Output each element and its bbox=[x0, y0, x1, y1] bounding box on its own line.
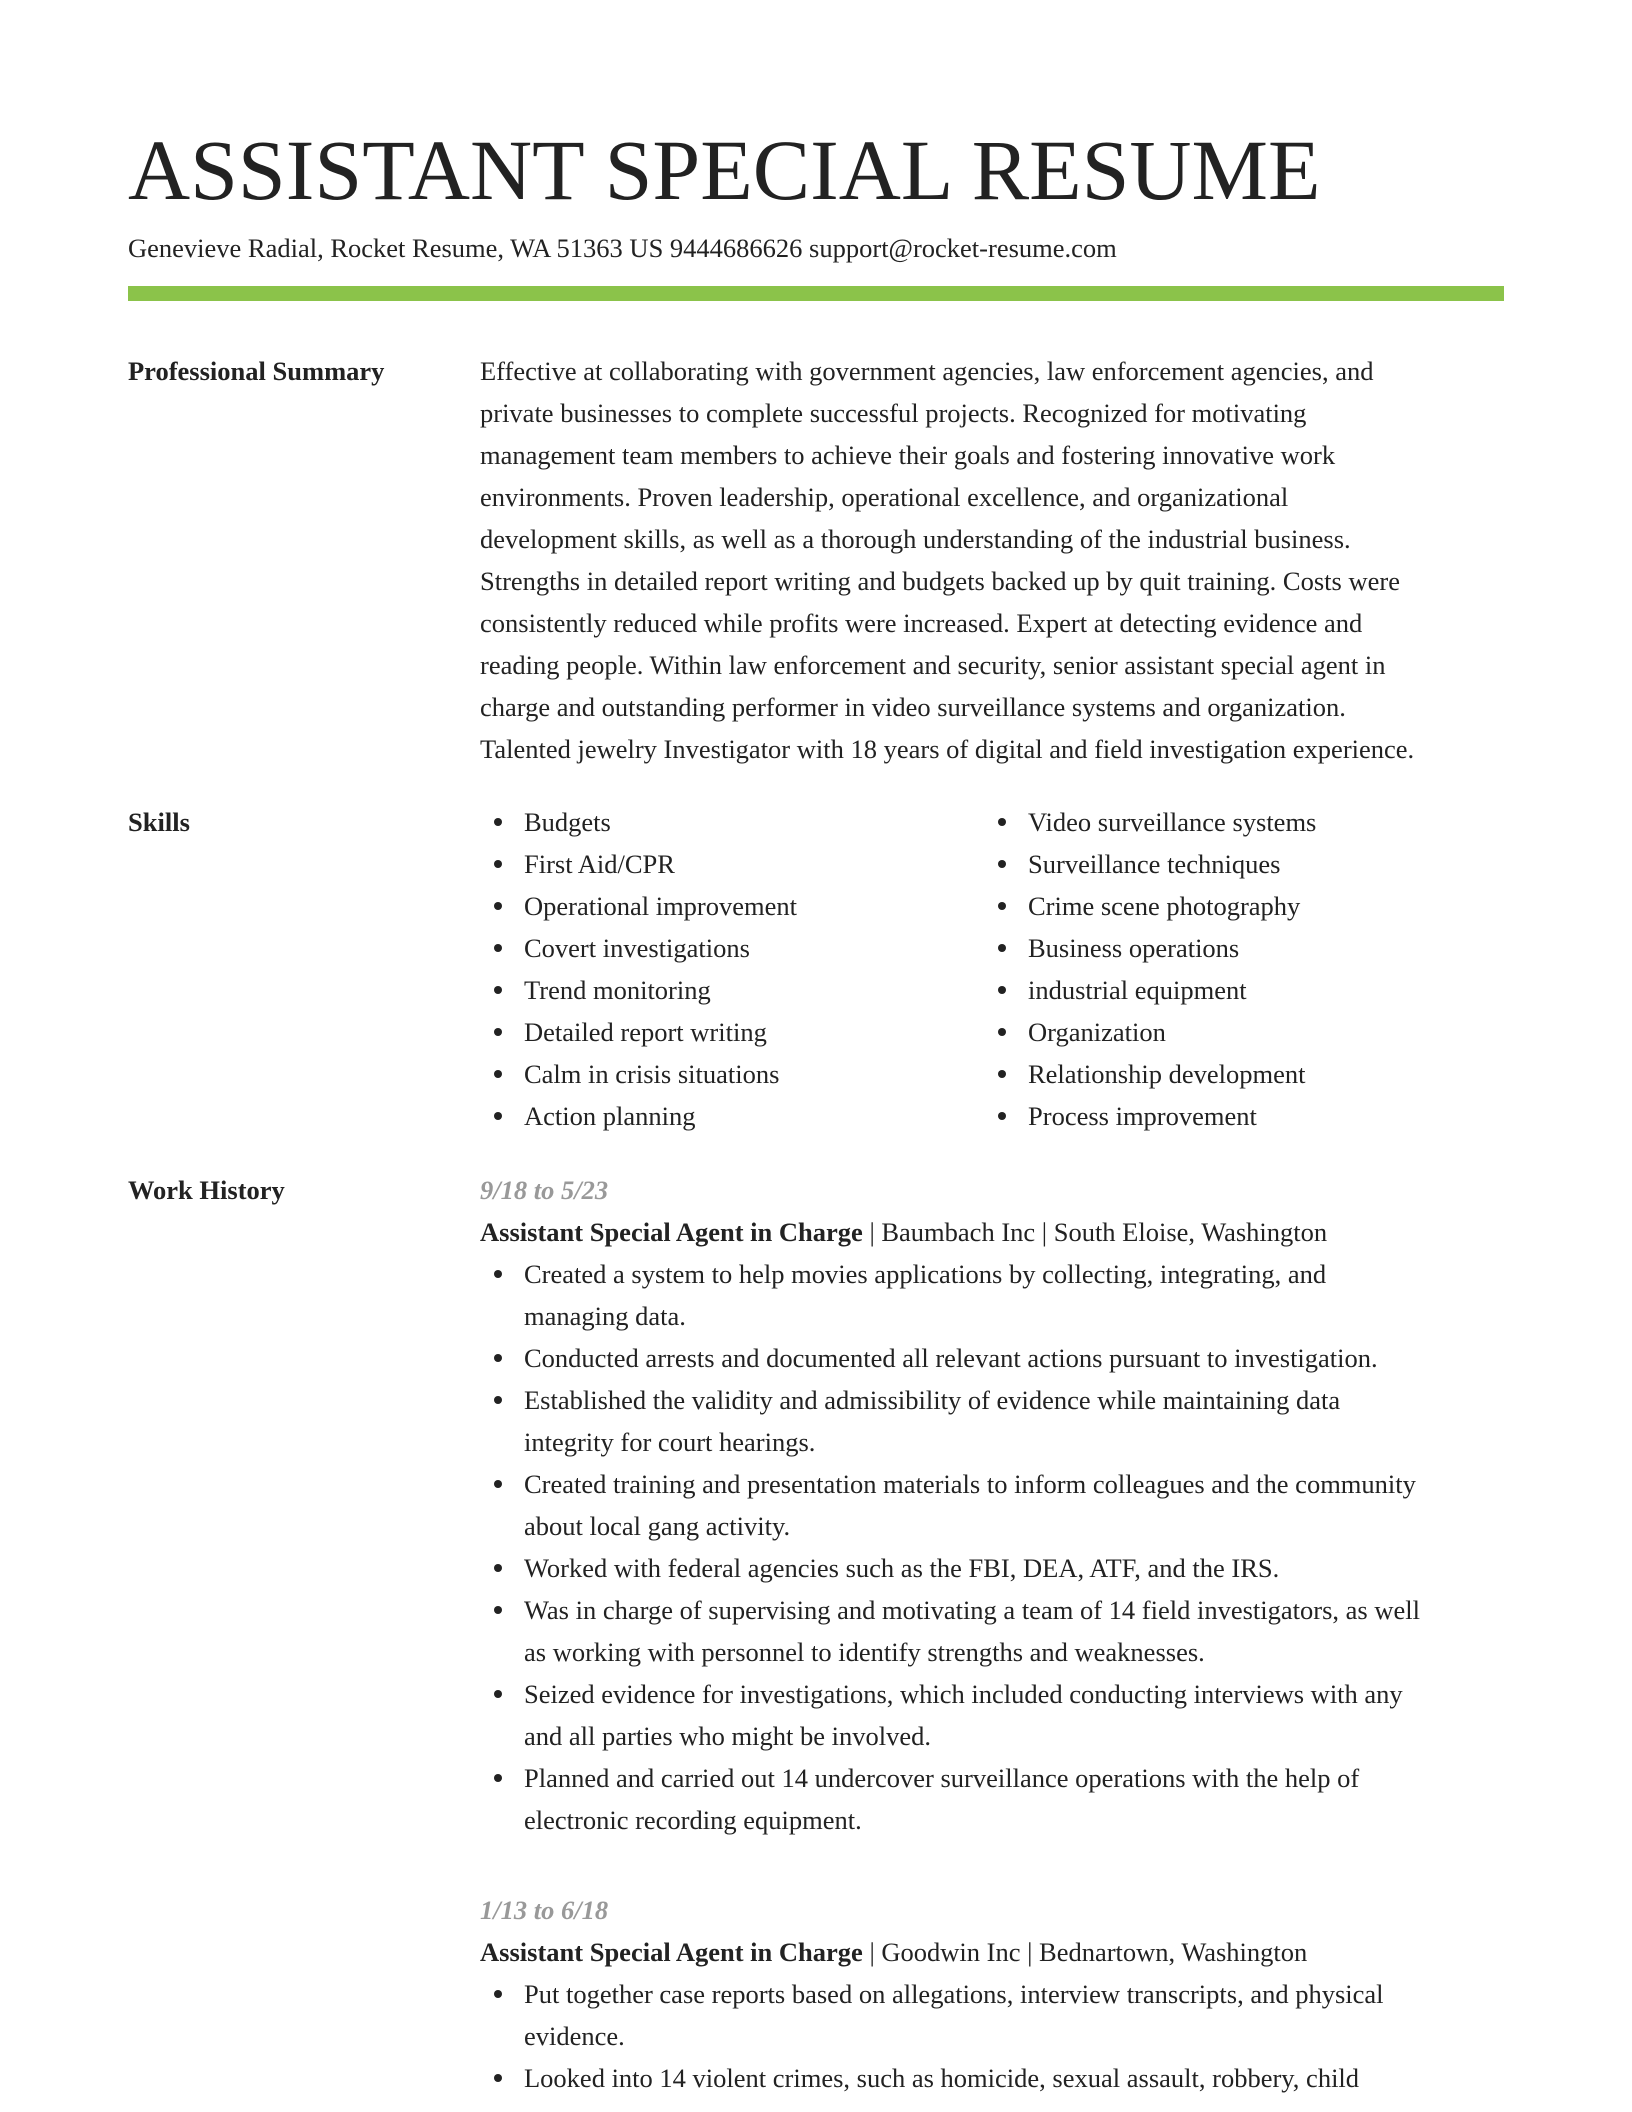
accent-divider bbox=[128, 286, 1504, 301]
job-bullets bbox=[480, 1253, 1506, 1841]
summary-line: charge and outstanding performer in video surveillance systems and organization. bbox=[480, 692, 1346, 722]
skill-item: Relationship development bbox=[984, 1053, 1504, 1095]
job-heading bbox=[480, 1931, 1506, 1973]
summary-heading: Professional Summary bbox=[128, 356, 385, 386]
job-bullet bbox=[480, 2057, 1506, 2099]
summary-line: private businesses to complete successful projects. Recognized for motivating bbox=[480, 398, 1307, 428]
summary-line: environments. Proven leadership, operational excellence, and organizational bbox=[480, 482, 1289, 512]
skills-list-right bbox=[984, 801, 1504, 1137]
skill-item: Video surveillance systems bbox=[984, 801, 1504, 843]
skill-item: industrial equipment bbox=[984, 969, 1504, 1011]
job-bullet bbox=[480, 1589, 1506, 1673]
job-heading bbox=[480, 1211, 1506, 1253]
job-bullet bbox=[480, 1253, 1506, 1337]
skill-item: Process improvement bbox=[984, 1095, 1504, 1137]
skill-item: Trend monitoring bbox=[480, 969, 940, 1011]
skill-item: First Aid/CPR bbox=[480, 843, 940, 885]
job-bullet bbox=[480, 1463, 1506, 1547]
bullet-line: Looked into 14 violent crimes, such as homicide, sexual assault, robbery, child bbox=[524, 2063, 1360, 2093]
skills-heading: Skills bbox=[128, 807, 190, 837]
bullet-line: Was in charge of supervising and motivating a team of 14 field investigators, as well bbox=[524, 1595, 1420, 1625]
job-bullet bbox=[480, 1379, 1506, 1463]
job-bullet bbox=[480, 1757, 1506, 1841]
bullet-line: Created a system to help movies applications by collecting, integrating, and bbox=[524, 1259, 1327, 1289]
bullet-line: as working with personnel to identify strengths and weaknesses. bbox=[524, 1637, 1205, 1667]
job-bullet bbox=[480, 1547, 1506, 1589]
summary-line: Talented jewelry Investigator with 18 years of digital and field investigation experience. bbox=[480, 734, 1415, 764]
bullet-line: Conducted arrests and documented all relevant actions pursuant to investigation. bbox=[524, 1343, 1378, 1373]
skill-item: Covert investigations bbox=[480, 927, 940, 969]
skill-item: Calm in crisis situations bbox=[480, 1053, 940, 1095]
job-bullets bbox=[480, 1973, 1506, 2099]
job-details: | Baumbach Inc | South Eloise, Washington bbox=[862, 1217, 1328, 1247]
summary-line: management team members to achieve their goals and fostering innovative work bbox=[480, 440, 1336, 470]
job-entry bbox=[480, 1169, 1506, 1841]
skills-list-left bbox=[480, 801, 940, 1137]
bullet-line: about local gang activity. bbox=[524, 1511, 791, 1541]
work-history-heading: Work History bbox=[128, 1175, 285, 1205]
job-bullet bbox=[480, 1673, 1506, 1757]
job-title: Assistant Special Agent in Charge bbox=[480, 1937, 863, 1967]
skill-item: Crime scene photography bbox=[984, 885, 1504, 927]
summary-line: reading people. Within law enforcement and security, senior assistant special agent in bbox=[480, 650, 1386, 680]
skill-item: Budgets bbox=[480, 801, 940, 843]
bullet-line: Established the validity and admissibility of evidence while maintaining data bbox=[524, 1385, 1341, 1415]
summary-line: Strengths in detailed report writing and budgets backed up by quit training. Costs were bbox=[480, 566, 1400, 596]
skill-item: Organization bbox=[984, 1011, 1504, 1053]
bullet-line: Created training and presentation materials to inform colleagues and the community bbox=[524, 1469, 1416, 1499]
job-dates: 1/13 to 6/18 bbox=[480, 1895, 609, 1925]
skill-item: Surveillance techniques bbox=[984, 843, 1504, 885]
job-bullet bbox=[480, 1973, 1506, 2057]
bullet-line: evidence. bbox=[524, 2021, 625, 2051]
skill-item: Operational improvement bbox=[480, 885, 940, 927]
summary-line: Effective at collaborating with government agencies, law enforcement agencies, and bbox=[480, 356, 1374, 386]
summary-text bbox=[480, 350, 1506, 770]
job-details: | Goodwin Inc | Bednartown, Washington bbox=[862, 1937, 1308, 1967]
job-title: Assistant Special Agent in Charge bbox=[480, 1217, 863, 1247]
skill-item: Business operations bbox=[984, 927, 1504, 969]
skill-item: Detailed report writing bbox=[480, 1011, 940, 1053]
job-entry bbox=[480, 1889, 1506, 2099]
summary-line: consistently reduced while profits were increased. Expert at detecting evidence and bbox=[480, 608, 1363, 638]
summary-line: development skills, as well as a thorough understanding of the industrial business. bbox=[480, 524, 1351, 554]
job-bullet bbox=[480, 1337, 1506, 1379]
bullet-line: and all parties who might be involved. bbox=[524, 1721, 931, 1751]
bullet-line: electronic recording equipment. bbox=[524, 1805, 862, 1835]
bullet-line: Seized evidence for investigations, which included conducting interviews with any bbox=[524, 1679, 1403, 1709]
bullet-line: Put together case reports based on allegations, interview transcripts, and physical bbox=[524, 1979, 1384, 2009]
contact-line: Genevieve Radial, Rocket Resume, WA 51363 US 9444686626 support@rocket-resume.com bbox=[128, 233, 1117, 263]
resume-title: ASSISTANT SPECIAL RESUME bbox=[128, 122, 1321, 218]
bullet-line: Planned and carried out 14 undercover surveillance operations with the help of bbox=[524, 1763, 1360, 1793]
bullet-line: integrity for court hearings. bbox=[524, 1427, 816, 1457]
bullet-line: Worked with federal agencies such as the FBI, DEA, ATF, and the IRS. bbox=[524, 1553, 1280, 1583]
job-dates: 9/18 to 5/23 bbox=[480, 1175, 609, 1205]
bullet-line: managing data. bbox=[524, 1301, 686, 1331]
skill-item: Action planning bbox=[480, 1095, 940, 1137]
